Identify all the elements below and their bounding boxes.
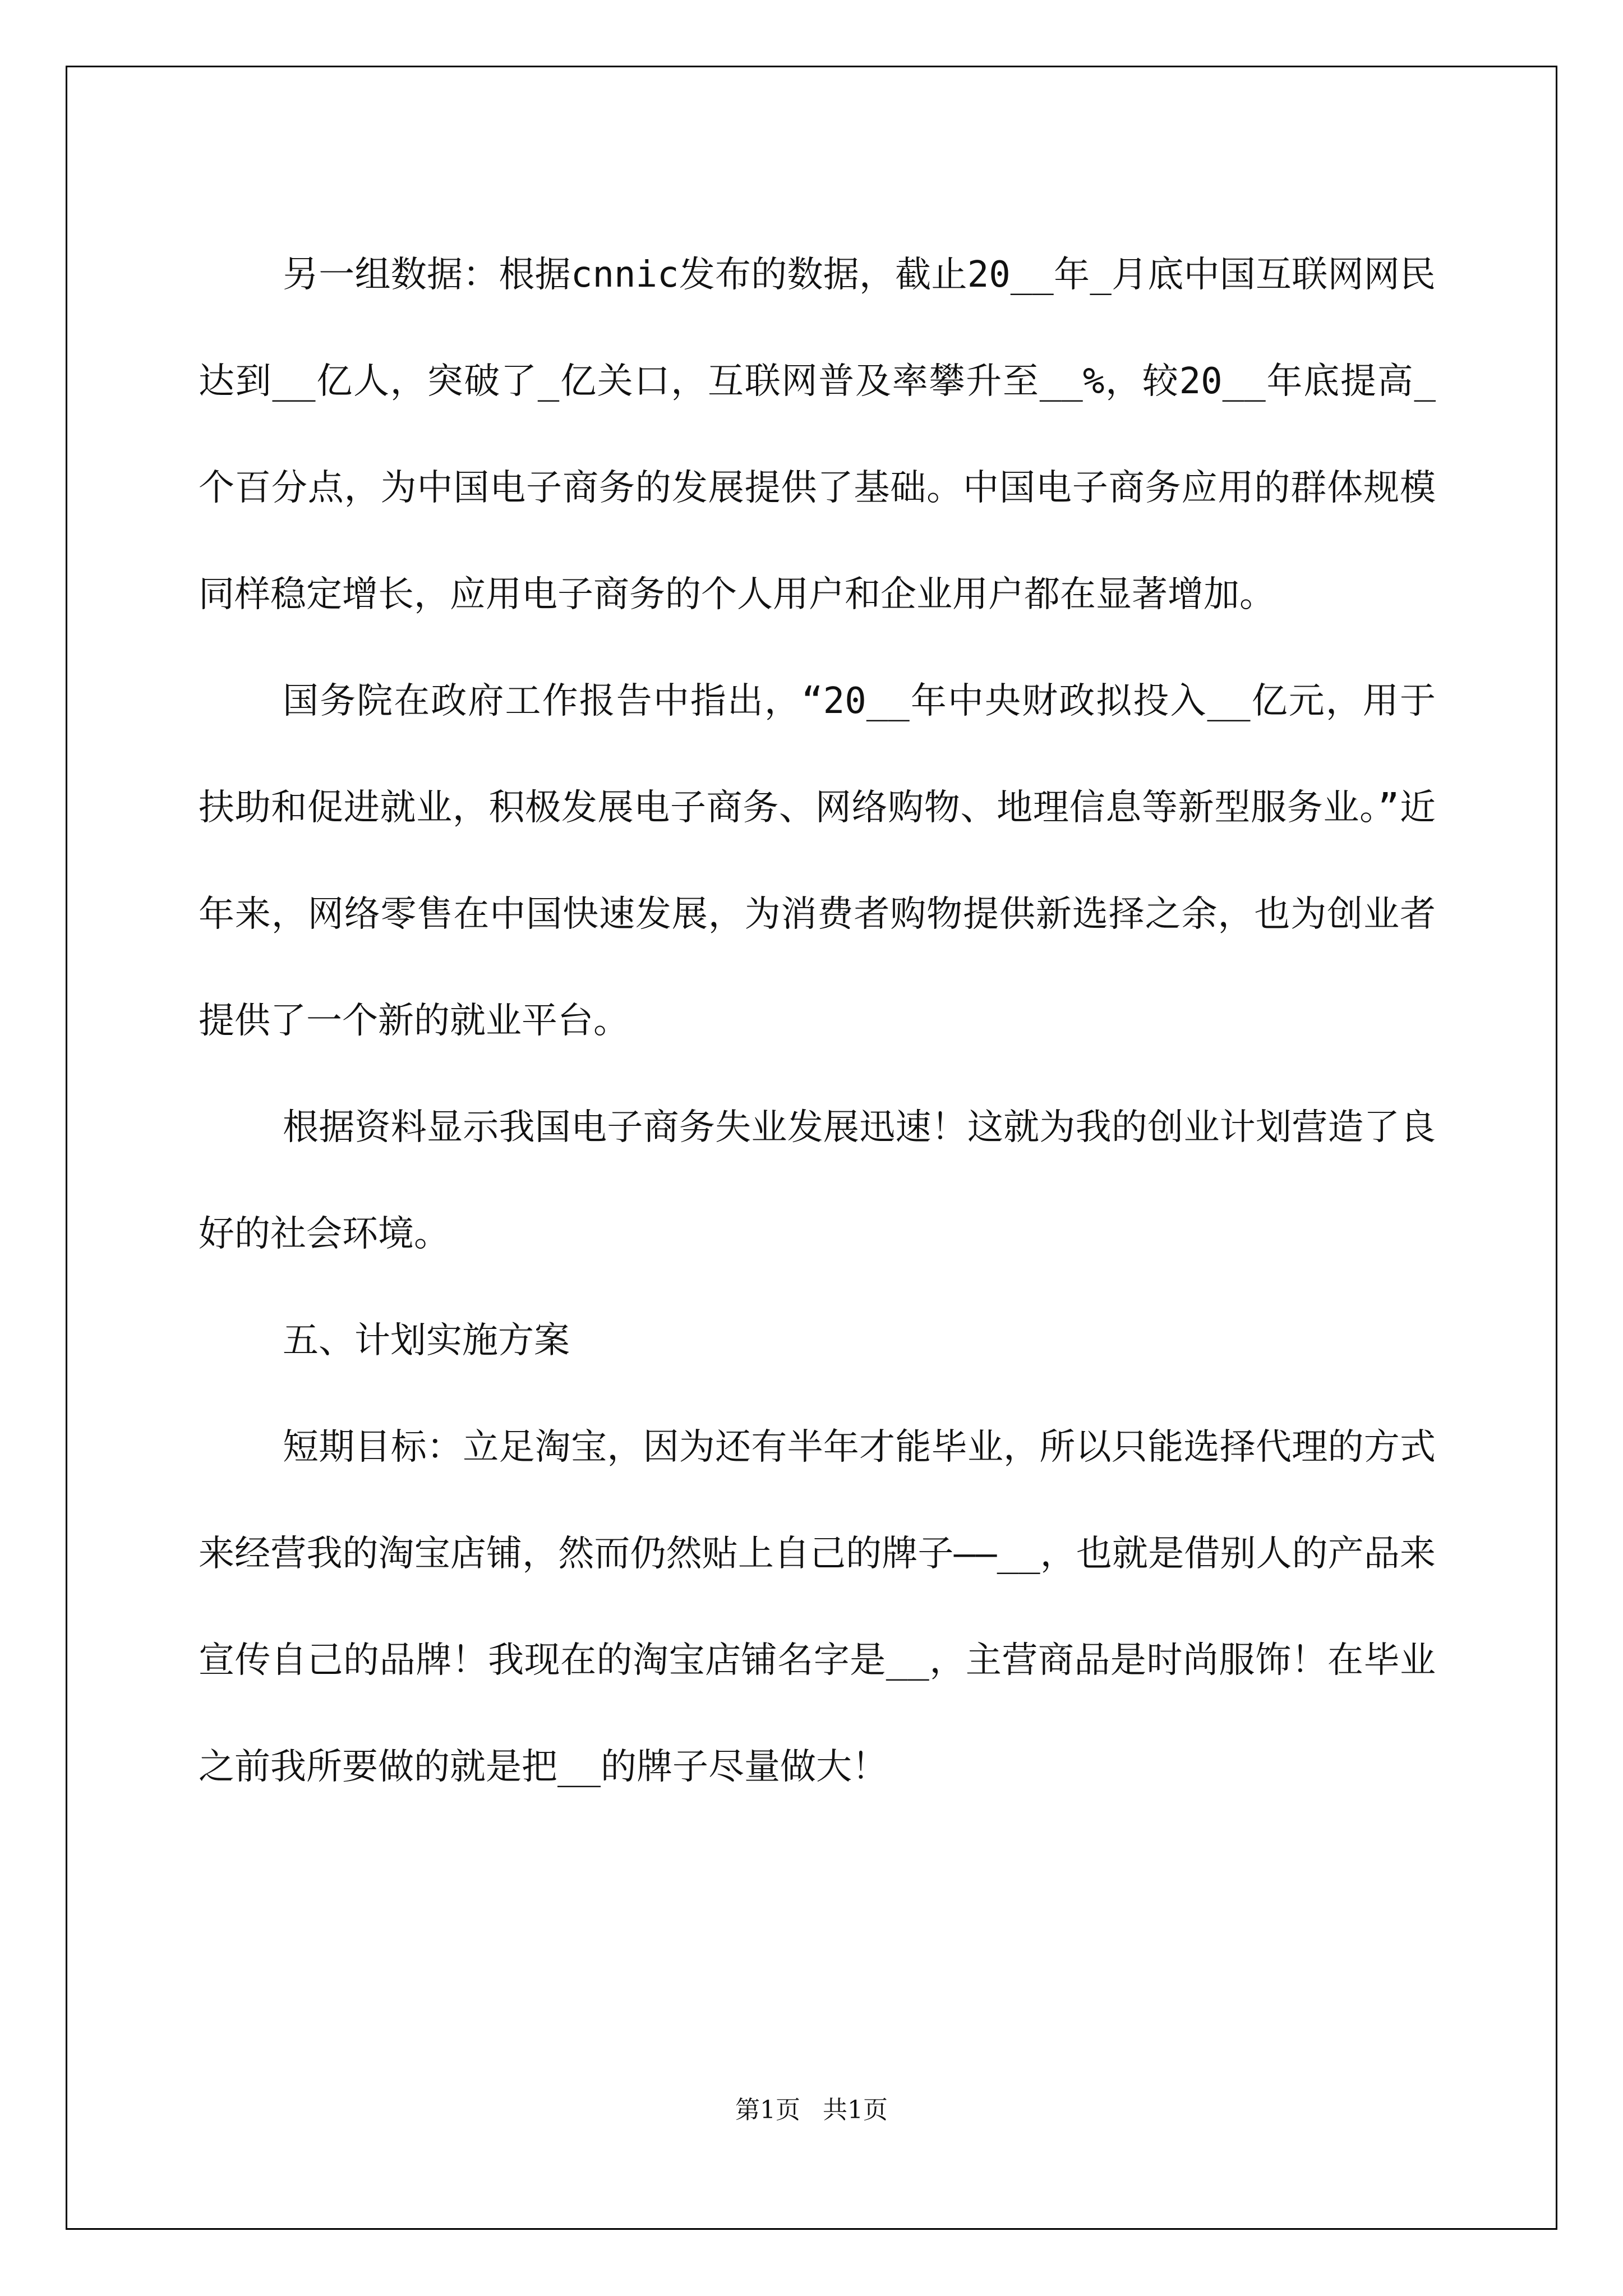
paragraph-statistics: 另一组数据：根据cnnic发布的数据，截止20__年_月底中国互联网网民达到__亿人，突破了_亿关口，互联网普及率攀升至__%，较20__年底提高_个百分点，为中国电子商务的发展提供了基础。中国电子商务应用的群体规模同样稳定增长，应用电子商务的个人用户和企业用户都在显著增加。 (199, 254, 1436, 615)
page-total: 共1页 (823, 2096, 888, 2124)
document-body (199, 222, 1436, 1820)
page-footer (0, 2090, 1623, 2125)
paragraph-short-term-goal: 短期目标：立足淘宝，因为还有半年才能毕业，所以只能选择代理的方式来经营我的淘宝店铺，然而仍然贴上自己的牌子——__，也就是借别人的产品来宣传自己的品牌！我现在的淘宝店铺名字是__，主营商品是时尚服饰！在毕业之前我所要做的就是把__的牌子尽量做大！ (199, 1427, 1436, 1788)
page-number: 第1页 (735, 2096, 800, 2124)
paragraph-government-report: 国务院在政府工作报告中指出，“20__年中央财政拟投入__亿元，用于扶助和促进就业，积极发展电子商务、网络购物、地理信息等新型服务业。”近年来，网络零售在中国快速发展，为消费者购物提供新选择之余，也为创业者提供了一个新的就业平台。 (199, 680, 1436, 1042)
section-heading: 五、计划实施方案 (283, 1320, 570, 1361)
paragraph-environment: 根据资料显示我国电子商务失业发展迅速！这就为我的创业计划营造了良好的社会环境。 (199, 1107, 1436, 1255)
